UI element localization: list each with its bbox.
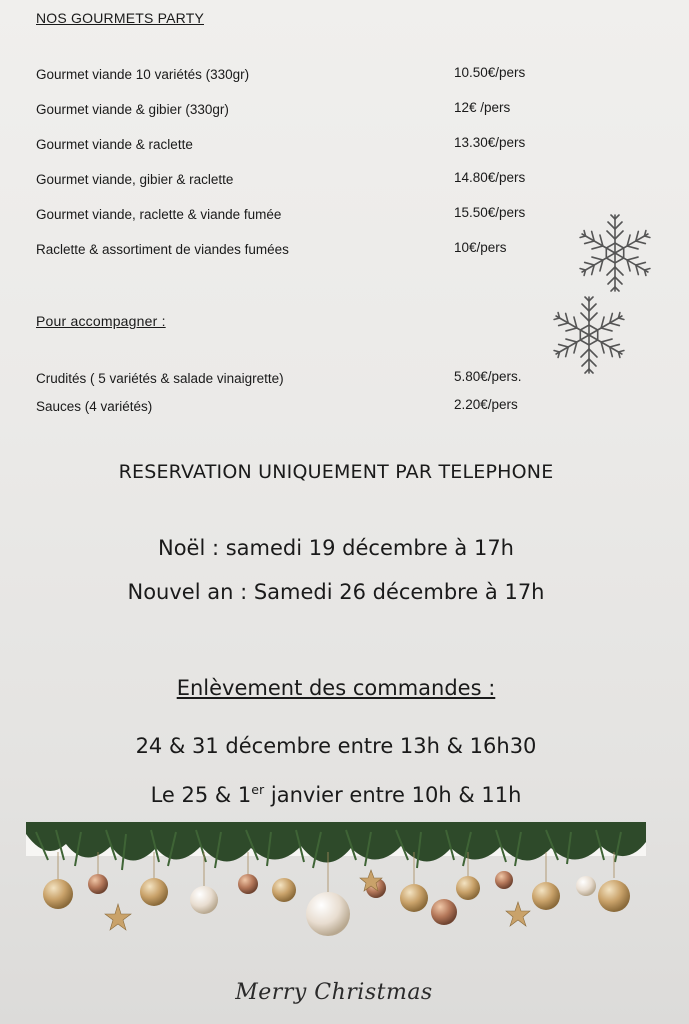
menu-item-name: Gourmet viande & gibier (330gr) xyxy=(36,102,229,117)
noel-date: Noël : samedi 19 décembre à 17h xyxy=(157,536,514,560)
snowflake-icon xyxy=(546,292,632,378)
menu-item-price: 15.50€/pers xyxy=(454,205,526,220)
pickup-heading: Enlèvement des commandes : xyxy=(176,676,496,700)
menu-item-name: Gourmet viande, raclette & viande fumée xyxy=(36,207,282,222)
snowflake-icon xyxy=(572,210,658,296)
reservation-heading: RESERVATION UNIQUEMENT PAR TELEPHONE xyxy=(118,461,554,483)
nouvel-an-date: Nouvel an : Samedi 26 décembre à 17h xyxy=(127,580,545,604)
menu-item-name: Gourmet viande & raclette xyxy=(36,137,193,152)
menu-item-price: 12€ /pers xyxy=(454,100,511,115)
pickup-line-2 xyxy=(0,782,672,807)
christmas-garland-image xyxy=(26,822,646,947)
pickup-line-2-suffix: janvier entre 10h & 11h xyxy=(264,783,522,807)
menu-item-price: 10.50€/pers xyxy=(454,65,526,80)
pickup-line-2-sup: er xyxy=(251,782,265,797)
merry-christmas-text: Merry Christmas xyxy=(235,980,433,1005)
menu-item-price: 5.80€/pers. xyxy=(454,369,522,384)
menu-item-price: 10€/pers xyxy=(454,240,507,255)
menu-item-name: Sauces (4 variétés) xyxy=(36,399,153,414)
pickup-line-2-prefix: Le 25 & 1 xyxy=(150,783,252,807)
menu-item-price: 13.30€/pers xyxy=(454,135,526,150)
menu-item-name: Crudités ( 5 variétés & salade vinaigrette) xyxy=(36,371,284,386)
menu-item-name: Raclette & assortiment de viandes fumées xyxy=(36,242,289,257)
menu-item-name: Gourmet viande 10 variétés (330gr) xyxy=(36,67,250,82)
menu-item-name: Gourmet viande, gibier & raclette xyxy=(36,172,234,187)
section-title-gourmets: NOS GOURMETS PARTY xyxy=(36,10,204,26)
pickup-line-1: 24 & 31 décembre entre 13h & 16h30 xyxy=(135,734,537,758)
menu-item-price: 14.80€/pers xyxy=(454,170,526,185)
menu-item-price: 2.20€/pers xyxy=(454,397,518,412)
section-title-accompagner: Pour accompagner : xyxy=(36,313,166,329)
